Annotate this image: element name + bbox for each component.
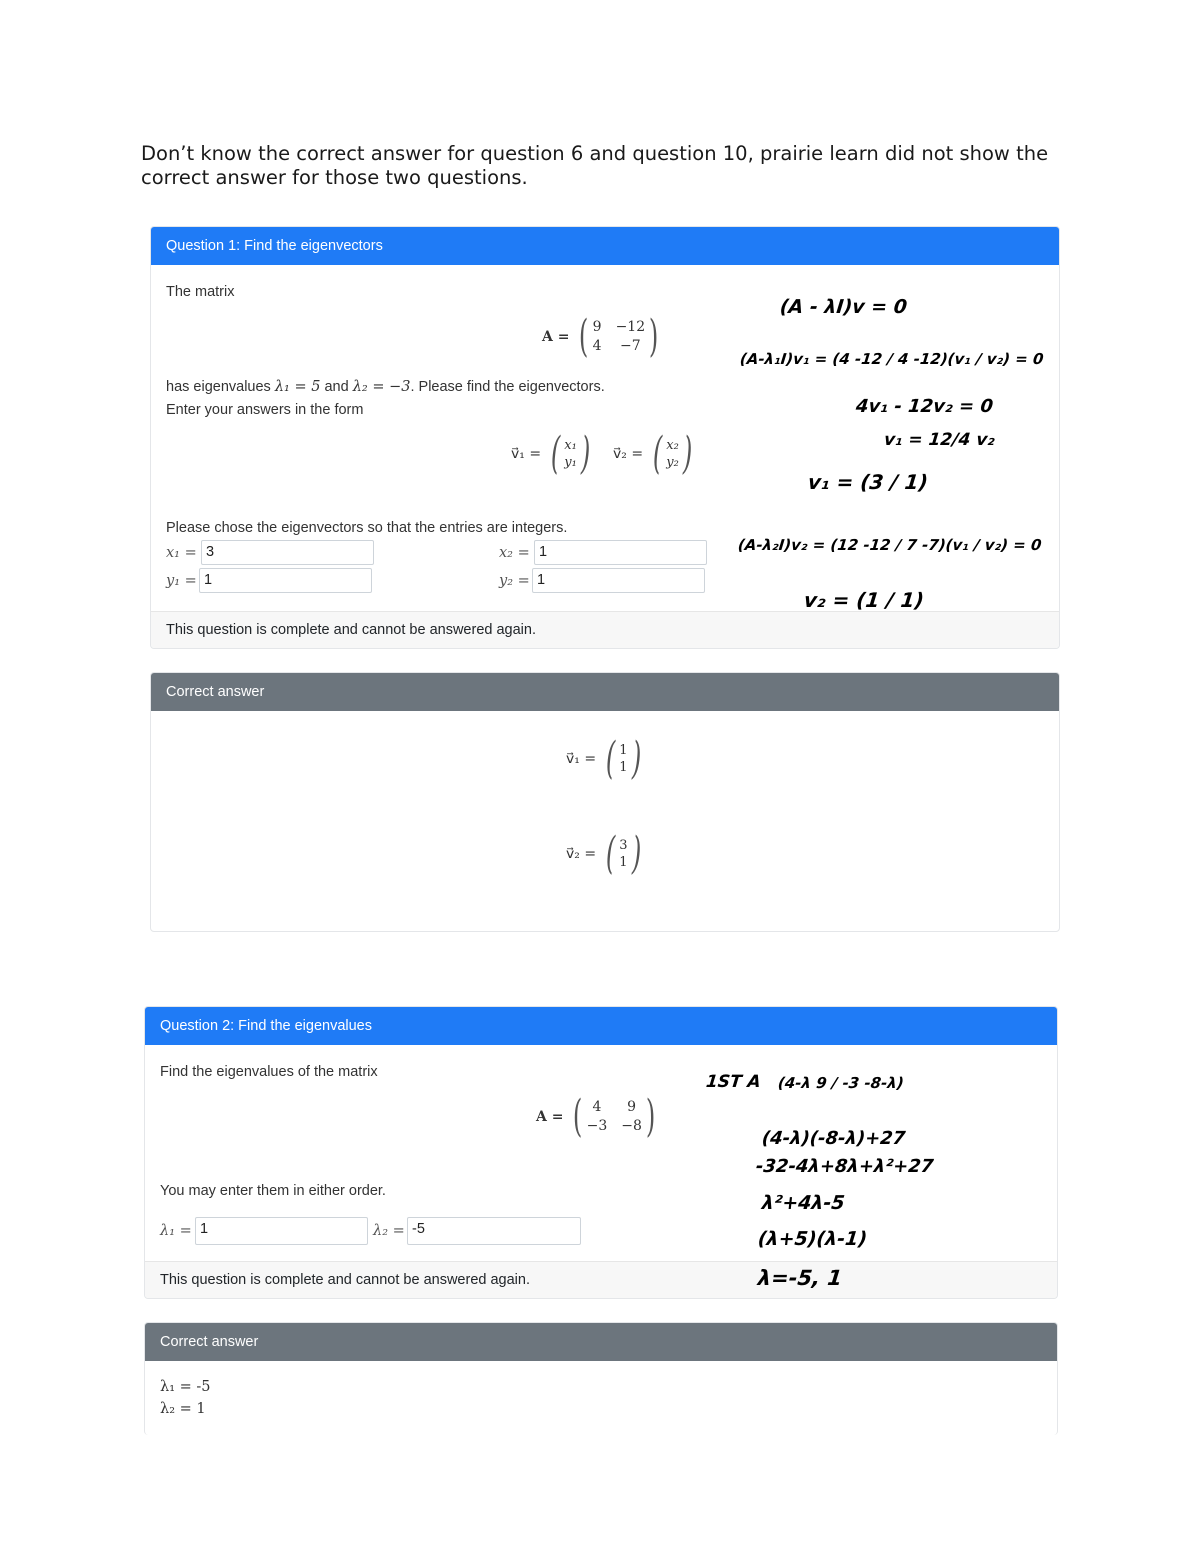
correct-answer-1-card	[150, 672, 1060, 932]
intro-note: Don’t know the correct answer for question 6 and question 10, prairie learn did not show the correct answer for those two questions.	[141, 142, 1049, 189]
matrix-cell: −3	[586, 1118, 608, 1134]
x1-label: x₁ =	[166, 545, 197, 561]
matrix-a: A = ( 9 −12 4 −7 )	[542, 311, 659, 362]
handwritten-note: (A-λ₁I)v₁ = (4 -12 / 4 -12)(v₁ / v₂) = 0	[739, 350, 1045, 368]
handwritten-note: v₁ = 12/4 v₂	[882, 430, 996, 450]
handwritten-note: (A-λ₂I)v₂ = (12 -12 / 7 -7)(v₁ / v₂) = 0	[737, 536, 1043, 554]
handwritten-note: v₂ = (1 / 1)	[802, 588, 926, 612]
q2-text: Find the eigenvalues of the matrix	[160, 1064, 378, 1080]
handwritten-note: v₁ = (3 / 1)	[806, 470, 930, 494]
eigenvalues-text: has eigenvalues λ₁ = 5 and λ₂ = −3. Please find the eigenvectors.	[166, 379, 605, 395]
x1-input[interactable]: 3	[201, 540, 374, 565]
answer-v2: v⃗₂ = ( 3 1 )	[566, 828, 641, 879]
answer-lambda1: λ₁ = -5	[160, 1379, 211, 1395]
answer-lambda2: λ₂ = 1	[160, 1401, 206, 1417]
matrix-label: A =	[542, 329, 570, 345]
correct-answer-2-header: Correct answer	[145, 1323, 1057, 1361]
x2-label: x₂ =	[499, 545, 530, 561]
matrix-cell: −12	[615, 319, 646, 335]
handwritten-note: -32-4λ+8λ+λ²+27	[754, 1156, 935, 1177]
question-1-footer: This question is complete and cannot be answered again.	[151, 611, 1059, 648]
answer-v1: v⃗₁ = ( 1 1 )	[566, 733, 641, 784]
y1-label: y₁ =	[166, 573, 197, 589]
matrix-label: A =	[536, 1109, 564, 1125]
correct-answer-2-card	[144, 1322, 1058, 1435]
y1-input[interactable]: 1	[199, 568, 372, 593]
handwritten-note: λ=-5, 1	[756, 1266, 844, 1290]
y2-label: y₂ =	[499, 573, 530, 589]
y2-input[interactable]: 1	[532, 568, 705, 593]
handwritten-note: (4-λ)(-8-λ)+27	[760, 1128, 907, 1149]
form-text: Enter your answers in the form	[166, 402, 364, 418]
question-2-header: Question 2: Find the eigenvalues	[145, 1007, 1057, 1045]
lambda2-label: λ₂ =	[373, 1223, 405, 1239]
vector-v1-form: v⃗₁ = ( x₁ y₁ )	[511, 428, 591, 479]
matrix-cell: 4	[592, 1099, 602, 1115]
question-1-header: Question 1: Find the eigenvectors	[151, 227, 1059, 265]
integer-instruction: Please chose the eigenvectors so that the entries are integers.	[166, 520, 568, 536]
handwritten-note: (λ+5)(λ-1)	[756, 1228, 869, 1250]
question-2-card	[144, 1006, 1058, 1299]
vector-v2-form: v⃗₂ = ( x₂ y₂ )	[613, 428, 693, 479]
matrix-intro-text: The matrix	[166, 284, 235, 300]
handwritten-note: (A - λI)v = 0	[778, 296, 909, 318]
matrix-a-q2: A = ( 4 9 −3 −8 )	[536, 1091, 656, 1142]
order-text: You may enter them in either order.	[160, 1183, 386, 1199]
matrix-cell: −7	[620, 338, 641, 354]
matrix-cell: −8	[621, 1118, 642, 1134]
matrix-cell: 9	[627, 1099, 637, 1115]
lambda2-input[interactable]: -5	[407, 1217, 581, 1245]
handwritten-note: 4v₁ - 12v₂ = 0	[854, 396, 995, 417]
handwritten-note: (4-λ 9 / -3 -8-λ)	[777, 1074, 905, 1092]
handwritten-note: 1ST A	[704, 1072, 762, 1092]
matrix-cell: 4	[592, 338, 602, 354]
x2-input[interactable]: 1	[534, 540, 707, 565]
lambda1-input[interactable]: 1	[195, 1217, 368, 1245]
question-2-footer: This question is complete and cannot be answered again.	[145, 1261, 1057, 1298]
handwritten-note: λ²+4λ-5	[760, 1192, 846, 1214]
correct-answer-1-header: Correct answer	[151, 673, 1059, 711]
matrix-cell: 9	[592, 319, 602, 335]
lambda1-label: λ₁ =	[160, 1223, 192, 1239]
